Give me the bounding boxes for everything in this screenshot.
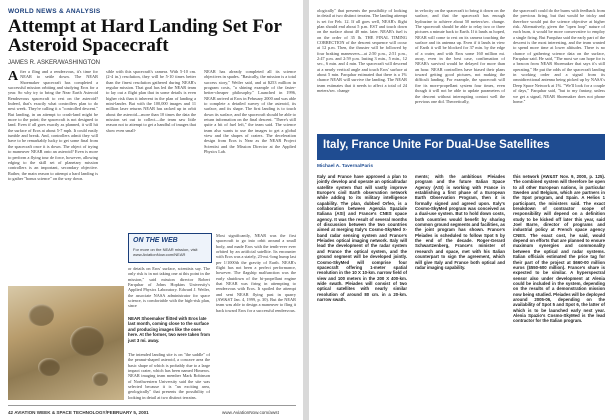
article-column-2b (128, 266, 210, 312)
second-article-column-1 (317, 174, 407, 402)
article-column-3 (204, 69, 296, 227)
column-text: NEAR has already completed all its science objectives in spades. "Basically, the mission is a total success story," Weiler said, and at $253 million in program costs, "a shining example of the faster-better-cheaper philosophy." Launched in 1996, NEAR arrived at Eros in February 2000 and was able to complete a detailed survey of the asteroid, its surface, and its shape. The first landing is to touch down its surface, and the spacecraft should be able to return information on the final descent. "There's still quite a bit of fuel left," the team said. The science team also wants to use the images to get a global view and the shapes of craters. The deceleration design from Eros is Near as the NEAR Project Scientist and the Mission Director at the Applied Physics Lab. (204, 69, 296, 155)
article-column-4 (317, 8, 407, 130)
footer-folio: 42 AVIATION WEEK & SPACE TECHNOLOGY/FEBRUARY 5, 2001 (8, 410, 149, 415)
article-column-2c (128, 352, 210, 402)
right-page (309, 0, 612, 420)
crater-shape (28, 304, 54, 326)
column-text: this network (AW&ST Nov. 9, 2000, p. 125). The combined system will therefore be open to all other European nations, in particular Sweden and Belgium, which are partners in the Spot program, and Spain. A Helios 1 participant, the ministers said. The exact breakdown of contractor scope of responsibility will depend on a definition study to be kicked off later this year, said Joel Barre, director of programs and industrial policy at French space agency CNES. The exact cost, he said, would depend on efforts that are planned to ensure maximum synergies and commonality between the optical and radar systems. Italian officials estimated the price tag for their part of the project at $660-00 million euros ($550-600 million). France's share is expected to be similar. A hyperspectral sensor also under development at Alenia could be included in the system, depending on the results of a demonstration mission now being studied. Pleiades will be deployed around 2005-06, depending on the availability of Spot 5 and Spot 6, the latter of which is to be launched early next year. Alenia Spazio's Cosmo-SkyMed is the lead contractor for the Italian program. (513, 174, 605, 324)
column-text: ologically" that presents the possibility of looking in detail at two distinct terrains. The landing attempt is set for Feb. 12. If all goes well, NEAR's flight plan should end about 5 p.m. EST and touch down on the surface about 40 min. later. NEAR's fuel is on the order of 35 lb. THE FINAL TIMING CORRECTION of the descent sequence will occur at 12 p.m. Then, the thruster will be followed by four braking maneuvers—at 2:50 p.m., 2:51 p.m., 2:47 p.m. and 2:59 p.m. lasting 3 min., 5 min., 12 sec., 6 min. and 4 min. The spacecraft will descend at a nearly vertical angle and touch Eros' surface at about 5 min. Farquhar estimated that there is a 1% chance NEAR will survive the landing. The NEAR team estimates that it needs to affect a total of 24 meters/sec. change (317, 8, 407, 94)
crater-shape (38, 358, 60, 376)
crater-shape (70, 326, 104, 356)
column-text: in velocity on the spacecraft to bring it down on the surface, and that the spacecraft has enough hydrazine to achieve about 50 meters/sec. change. The spacecraft should be able to relay two or three pictures a minute back to Earth. If it lands as hoped, NEAR will come to rest on its camera touching the surface and its antenna up. Even if it lands in view of Earth it will be blocked for 37 min. by the edge of a crater, and with Eros some 160 million mi. away, even in the best case, confirmation of NEAR's survival would be delayed for more than an hour. NEAR controllers have biased their plans toward getting good pictures, not making the difficult landing. For example, the spacecraft will fire its more-propellant system four times, even though it will not be able to update parameters of the descent without interrupting contact well the previous one did. Theoretically, (415, 8, 505, 104)
section-label: WORLD NEWS & ANALYSIS (8, 8, 101, 15)
article-column-3b (216, 233, 296, 401)
on-the-web-box[interactable] (128, 233, 212, 263)
left-page (0, 0, 303, 420)
second-article-column-3 (513, 174, 605, 402)
column-text: sible with this spacecraft's camera. With 5-10 cm. (2-4 in.) resolution, they will be 5-10 times better than the finest resolution gathered during NEAR's regular mission. That goal has led the NEAR team to lay out a flight plan that in some details is even higher risk than it inherent in the plan of landing a mini-lander. But with the 100,000 images and 11 million laser returns NEAR has racked up in orbit about the asteroid—more than 10 times the data the mission set out to collect—the team saw little reason not to attempt to get a handful of images that show even small- (106, 69, 196, 133)
second-article-byline: Michael A. Taverna/Paris (317, 164, 373, 169)
column-text: or details on Eros' surface, scientists say. The only risk is in not taking one at this point in the mission," said mission director Robert Farquhar of Johns Hopkins University's Applied Physics Laboratory. Edward J. Weiler, the associate NASA administrator for space science, is comfortable with the high-risk plan, since (128, 266, 210, 309)
column-text: ments; with the ambitious Pleiades program and the future Italian Space Agency (ASI) is working with France in establishing a first phase of a European Earth Observation Program, then it is formally signed and agreed upon. Italy's Cosmo-SkyMed program was conceived as a dual-use system. But to hold down costs, both countries would benefit by sharing common ground segments and facilities, as the joint program has shown. France's Pleiades is scheduled to follow Spot 5 by the end of the decade. Roger-Gerard Schwartzenberg, France's minister of research and space, met with his Italian counterpart to sign the agreement, which will give Italy and France both optical and radar imaging capability. (415, 174, 505, 270)
photo-caption: NEAR Shoemaker flitted with Eros late last month, coming close to the surface and producing images like the ones here. At the former, two were taken from just 3 mi. away. (128, 316, 210, 343)
column-text: fter a fling and a rendezvous, it's time for NEAR to settle down. The NEAR Shoemaker spacecraft has completed a successful mission orbiting and studying Eros for a year. So why try to bring the Near Earth Asteroid Rendezvous spacecraft to rest on the asteroid? Indeed, that's exactly what controllers plan to do next week. They're calling it a "controlled descent." But landing, in an attempt to crash-land might be more to the point; the spacecraft is not designed to land. Even if all goes exactly as planned, it will hit the surface of Eros at about 5-7 mph. It could easily tumble and break. And, controllers admit they will have to be remarkably lucky to get some final from the spacecraft once it is down. The object of trying to maneuver NEAR onto an asteroid? Even is more to perform a flying tour de force, however, allowing edging to the skill set of planetary mission controllers is an important, secondary objective. Rather, the main reason to attempt a hard landing is to gather "bonus science" on the way down. (8, 69, 98, 181)
drop-cap: A (8, 69, 19, 84)
column-text: Italy and France have approved a plan to jointly develop and operate an optical/radar satellite system that will vastly improve Europe's civil Earth observation network while adding to its military intelligence capability. The plan, dubbed Orfeo, is a collaboration between Agenzia Spaziale Italiana (ASI) and France's CNES space agency. It was the result of several months of discussion between the two countries aimed at merging Italy's Cosmo-SkyMed X-band radar sensing system and France's Pleiades optical imaging network. Italy will lead the development of the radar system and France the optical system, and the ground segment will be developed jointly. Cosmo-SkyMed will comprise four spacecraft offering 1-meter spatial resolution in the 10 X 10-km. narrow field of view and 100 meters in the 200 X 400-km. wide swath. Pleiades will consist of two optical satellites with nearly similar resolution of around 80 cm. in a 20-km. narrow swath. (317, 174, 407, 302)
article-column-5 (415, 8, 505, 130)
article-column-1 (8, 69, 98, 281)
second-article-column-2 (415, 174, 505, 402)
second-article-banner (317, 134, 605, 160)
article-column-2 (106, 69, 196, 227)
footer-url[interactable]: www.AviationNow.com/awst (222, 410, 279, 415)
asteroid-photo (8, 286, 124, 400)
article-column-6 (513, 8, 605, 130)
crater-shape (92, 372, 108, 386)
byline: JAMES R. ASKER/WASHINGTON (8, 60, 101, 66)
column-text: Most significantly, NEAR was the first spacecraft to go into orbit around a small body, and made Eros with the tenth-ever ever orbited by an artificial satellite. Its encounter with Eros was a stately, 23-mi.-long hump last per 1/1000th the gravity of Earth. NEAR's flight has not been a perfect performance, however. The flagship malfunction was the early shutdown of the bi-propellant engine that NEAR was firing in attempting to rendezvous with Eros. It spoiled the attempt and sent NEAR flying past in quarry (AW&ST Jan. 4, 1999, p. 30). But the NEAR team was able to design a maneuver to fling it back toward Eros for a successful rendezvous. (216, 233, 296, 313)
column-text: the spacecraft could do the burns with feedback from the previous firing, but that would be tricky and therefore would put the science objective at higher risk. Alternatively, given the "open loop" nature of each burn, it would be more conservative to employ a single firing. But Farquhar said the early part of the descent is the most interesting, and the team wanted to spend more time at lower altitudes. There is no chance of gathering science data on the surface, Farquhar said. He said, "The most we can hope for is a beacon from NEAR Shoemaker that says it's still operating." He put the odds of the spacecraft landing in working order and a signal from its omnidirectional antenna being picked up by NASA's Deep Space Network at 1%. "We'll look for a couple of days," Farquhar said, "but to my fantasy, unless we get a signal, NEAR Shoemaker does not phone home." (513, 8, 605, 104)
article-headline: Attempt at Hard Landing Set For Asteroid Spacecraft (8, 16, 282, 56)
footer-rule (8, 405, 296, 406)
web-box-title: ON THE WEB (133, 237, 178, 244)
web-box-text[interactable]: For more on the NEAR mission, visit www.AviationNow.com/NEAR (133, 247, 198, 257)
column-text: The intended landing site is on "the saddle" of the peanut-shaped asteroid, a concave area the basic shape of which is probably due to a large impact crater, which has been named Himeros. NEAR imaging team member Mark Robinson of Northwestern University said the site was selected because it is "an exciting area, geologically" that presents the possibility of looking in detail at two distinct terrains. (128, 352, 210, 400)
second-article-headline: Italy, France Unite For Dual-Use Satellites (323, 139, 550, 151)
